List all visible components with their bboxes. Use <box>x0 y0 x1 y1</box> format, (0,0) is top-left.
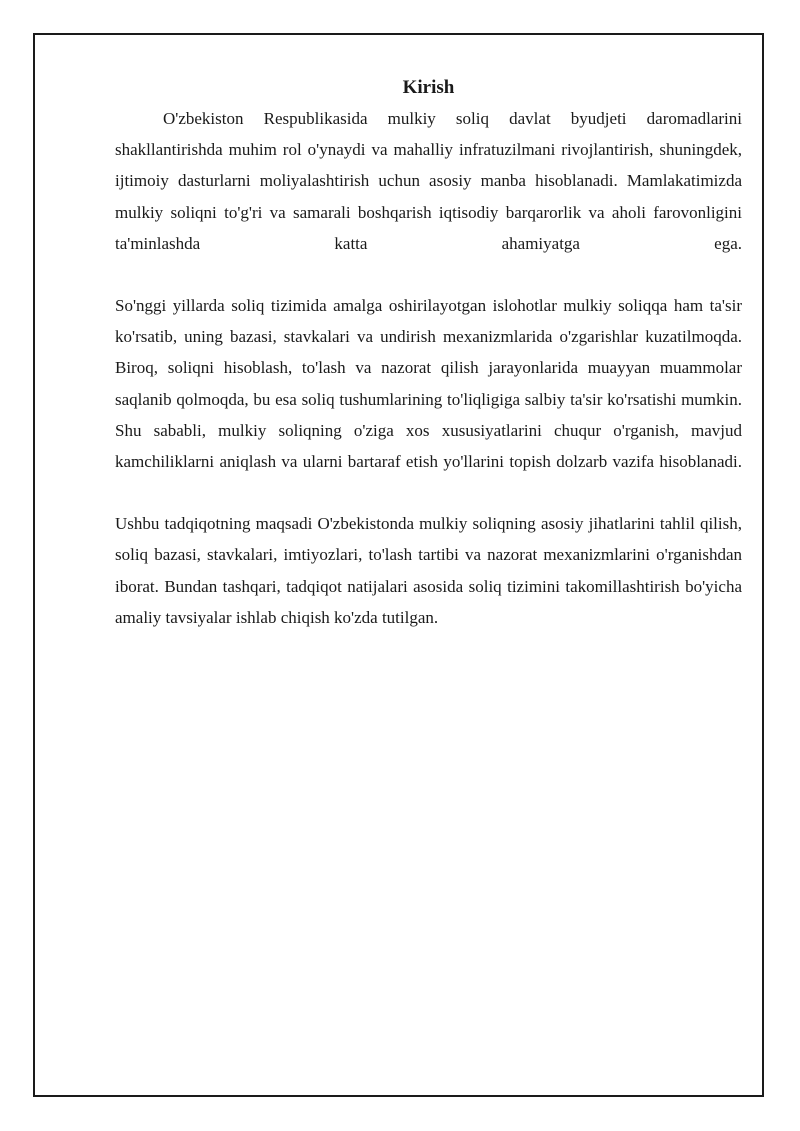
document-title: Kirish <box>402 77 455 98</box>
paragraph-2: So'nggi yillarda soliq tizimida amalga oshirilayotgan islohotlar mulkiy soliqqa ham ta'sir ko'rsatib, uning bazasi, stavkalari va undirish mexanizmlarida o'zgarishlar kuzatilmoqda. Biroq, soliqni hisoblash, to'lash va nazorat qilish jarayonlarida muayyan muammolar saqlanib qolmoqda, bu esa soliq tushumlarining to'liqligiga salbiy ta'sir ko'rsatishi mumkin. Shu sababli, mulkiy soliqning o'ziga xos xususiyatlarini chuqur o'rganish, mavjud kamchiliklarni aniqlash va ularni bartaraf etish yo'llarini topish dolzarb vazifa hisoblanadi. <box>115 296 742 472</box>
document-body <box>115 74 742 633</box>
paragraph-3: Ushbu tadqiqotning maqsadi O'zbekistonda mulkiy soliqning asosiy jihatlarini tahlil qilish, soliq bazasi, stavkalari, imtiyozlari, to'lash tartibi va nazorat mexanizmlarini o'rganishdan iborat. Bundan tashqari, tadqiqot natijalari asosida soliq tizimini takomillashtirish bo'yicha amaliy tavsiyalar ishlab chiqish ko'zda tutilgan. <box>115 514 742 627</box>
paragraph-gap <box>115 259 742 290</box>
paragraph-gap <box>115 477 742 508</box>
paragraph-1: O'zbekiston Respublikasida mulkiy soliq davlat byudjeti daromadlarini shakllantirishda muhim rol o'ynaydi va mahalliy infratuzilmani rivojlantirish, shuningdek, ijtimoiy dasturlarni moliyalashtirish uchun asosiy manba hisoblanadi. Mamlakatimizda mulkiy soliqni to'g'ri va samarali boshqarish iqtisodiy barqarorlik va aholi farovonligini ta'minlashda katta ahamiyatga ega. <box>115 109 742 253</box>
